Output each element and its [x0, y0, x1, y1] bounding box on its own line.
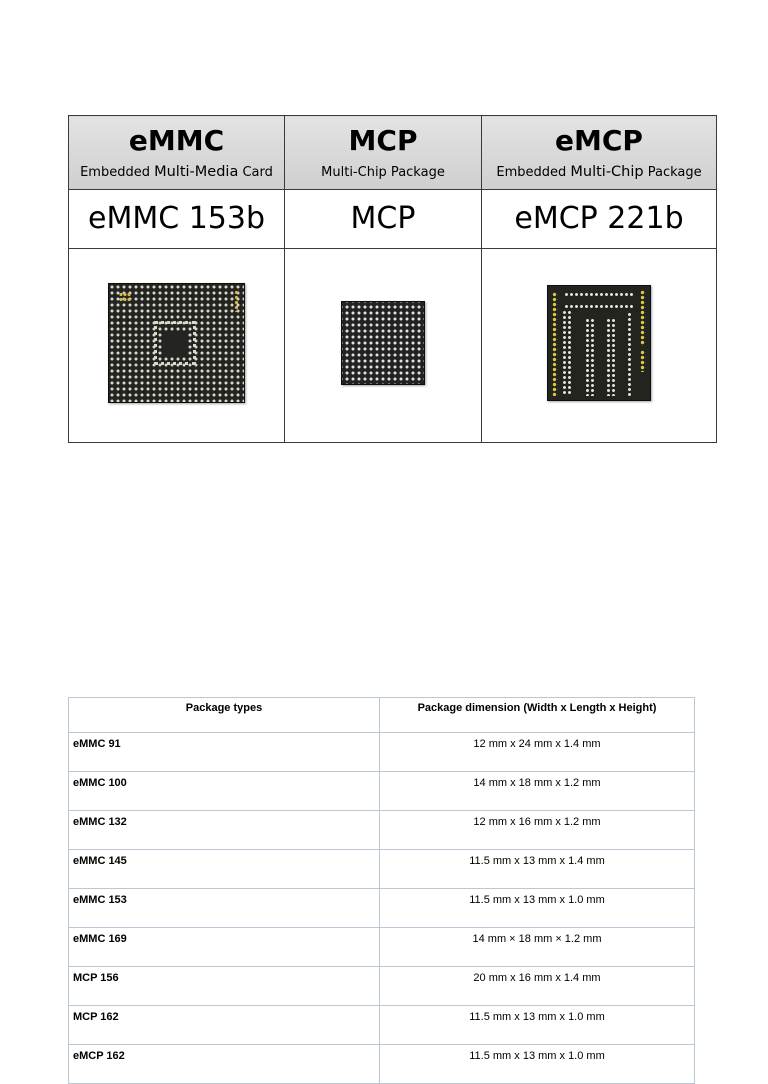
mcp-chip-image	[341, 301, 425, 385]
package-dimension-cell: 20 mm x 16 mm x 1.4 mm	[380, 967, 695, 1006]
ball-column	[585, 318, 596, 396]
subtitle-part: Multi-Chip	[570, 164, 644, 180]
header-cell-emcp	[482, 116, 717, 190]
emmc-chip-image	[108, 283, 245, 403]
subtitle-part: Card	[238, 165, 273, 180]
header-title: eMCP	[555, 124, 643, 157]
comparison-name-row	[69, 190, 717, 249]
column-header-package-types: Package types	[69, 698, 380, 733]
package-name: eMMC 153b	[87, 201, 265, 236]
package-dimension-cell: 11.5 mm x 13 mm x 1.4 mm	[380, 850, 695, 889]
gold-balls	[234, 290, 239, 312]
subtitle-part: Package	[643, 165, 702, 180]
header-subtitle	[285, 163, 481, 182]
package-type-cell: eMMC 132	[69, 811, 380, 850]
column-header-package-dimension: Package dimension (Width x Length x Height)	[380, 698, 695, 733]
package-name: MCP	[350, 201, 416, 236]
table-header-row	[69, 698, 695, 733]
ball-column	[562, 310, 573, 396]
package-dimension-table	[68, 697, 695, 1084]
table-row	[69, 811, 695, 850]
image-cell-mcp	[285, 249, 482, 443]
gold-balls	[552, 292, 558, 396]
subtitle-part: Multi-Media	[154, 164, 239, 180]
package-dimension-cell: 12 mm x 24 mm x 1.4 mm	[380, 733, 695, 772]
subtitle-part: Embedded	[80, 165, 155, 180]
header-title: MCP	[348, 124, 418, 157]
package-type-cell: MCP 162	[69, 1006, 380, 1045]
header-cell-mcp	[285, 116, 482, 190]
header-cell-emmc	[69, 116, 285, 190]
ball-row	[564, 304, 634, 310]
package-type-cell: eMMC 153	[69, 889, 380, 928]
package-type-cell: eMMC 100	[69, 772, 380, 811]
table-row	[69, 889, 695, 928]
ball-column	[627, 312, 633, 396]
image-cell-emcp	[482, 249, 717, 443]
table-row	[69, 1006, 695, 1045]
gold-balls	[119, 292, 131, 302]
name-cell-emcp	[482, 190, 717, 249]
image-cell-emmc	[69, 249, 285, 443]
package-dimension-cell: 11.5 mm x 13 mm x 1.0 mm	[380, 889, 695, 928]
comparison-header-row	[69, 116, 717, 190]
package-type-cell: eMMC 91	[69, 733, 380, 772]
subtitle-part: Multi-Chip Package	[321, 165, 445, 180]
header-title: eMMC	[128, 124, 225, 157]
table-row	[69, 1045, 695, 1084]
subtitle-part: Embedded	[496, 165, 571, 180]
name-cell-emmc	[69, 190, 285, 249]
package-type-cell: eMMC 145	[69, 850, 380, 889]
name-cell-mcp	[285, 190, 482, 249]
package-dimension-cell: 11.5 mm x 13 mm x 1.0 mm	[380, 1045, 695, 1084]
package-type-cell: eMCP 162	[69, 1045, 380, 1084]
table-row	[69, 850, 695, 889]
table-row	[69, 928, 695, 967]
table-row	[69, 967, 695, 1006]
chip-center	[164, 331, 186, 355]
header-subtitle	[482, 163, 716, 182]
package-name: eMCP 221b	[514, 201, 684, 236]
ball-row	[564, 292, 634, 298]
package-dimension-cell: 14 mm × 18 mm × 1.2 mm	[380, 928, 695, 967]
comparison-image-row	[69, 249, 717, 443]
package-dimension-cell: 12 mm x 16 mm x 1.2 mm	[380, 811, 695, 850]
table-row	[69, 772, 695, 811]
package-type-cell: eMMC 169	[69, 928, 380, 967]
ball-column	[606, 318, 617, 396]
package-dimension-cell: 14 mm x 18 mm x 1.2 mm	[380, 772, 695, 811]
package-dimension-cell: 11.5 mm x 13 mm x 1.0 mm	[380, 1006, 695, 1045]
table-row	[69, 733, 695, 772]
gold-balls	[640, 290, 646, 346]
package-comparison-figure	[68, 115, 717, 443]
package-type-cell: MCP 156	[69, 967, 380, 1006]
header-subtitle	[69, 163, 284, 182]
gold-balls	[640, 350, 646, 372]
emcp-chip-image	[547, 285, 651, 401]
